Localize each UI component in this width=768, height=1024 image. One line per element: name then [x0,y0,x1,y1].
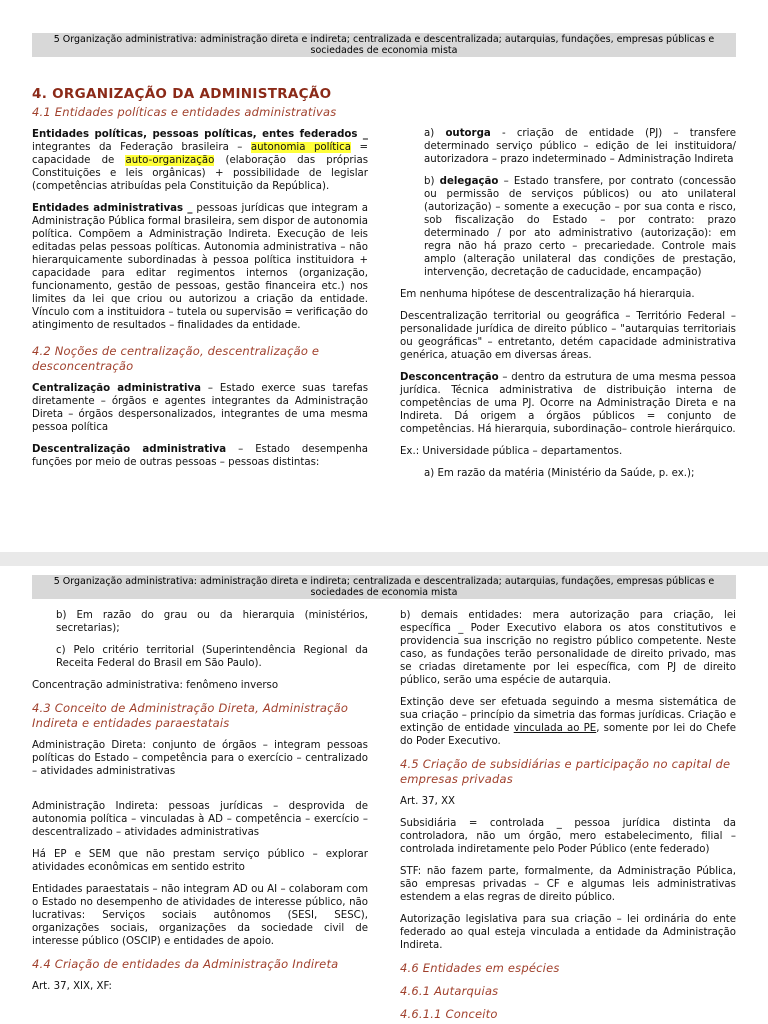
paragraph-outorga: a) outorga - criação de entidade (PJ) – transfere determinado serviço público – edição de lei instituidora/ autorizadora – prazo indeterminado – Administração Indireta [424,128,736,165]
underline-vinculada-pe: vinculada ao PE [513,723,597,734]
paragraph-centralizacao: Centralização administrativa – Estado exerce suas tarefas diretamente – órgãos e agentes integrantes da Administração Direta – órgãos despersonalizados, integrantes de uma mesma pessoa política [32,383,369,433]
highlight-auto-organizacao: auto-organização [125,155,215,166]
section-title: 4. ORGANIZAÇÃO DA ADMINISTRAÇÃO [32,86,332,102]
heading-4-6-1-1: 4.6.1.1 Conceito [400,1007,498,1021]
paragraph-art-37-xix: Art. 37, XIX, XF: [32,981,112,992]
paragraph-entidades-politicas: Entidades políticas, pessoas políticas, entes federados _ integrantes da Federação brasileira – autonomia política = capacidade de auto-organização (elaboração das próprias Constituições e leis orgânicas) + possibilidade de legislar (competências atribuídas pela Constituição da República). [32,129,368,192]
heading-4-5: 4.5 Criação de subsidiárias e participação no capital de empresas privadas [400,757,731,786]
paragraph-materia: a) Em razão da matéria (Ministério da Saúde, p. ex.); [424,468,695,479]
paragraph-exemplo: Ex.: Universidade pública – departamentos. [400,446,623,457]
paragraph-art-37-xx: Art. 37, XX [400,796,456,807]
document-page-2 [0,566,768,1024]
paragraph-delegacao: b) delegação – Estado transfere, por contrato (concessão ou permissão de serviços públicos) ou ato unilateral (autorização) – somente a execução – por sua conta e risco, sob fiscalização do Estado – por contrato: prazo determinado / por ato administrativo (autorização): em regra não há prazo certo – precariedade. Controle mais amplo (alteração unilateral das condições de prestação, intervenção, decretação de caducidade, encampação) [424,176,737,278]
heading-4-3: 4.3 Conceito de Administração Direta, Administração Indireta e entidades paraestatais [32,701,349,730]
paragraph-administracao-direta: Administração Direta: conjunto de órgãos – integram pessoas políticas do Estado – competência para o exercício – centralizado – atividades administrativas [32,740,368,777]
right-column [400,127,736,489]
heading-4-1: 4.1 Entidades políticas e entidades administrativas [32,105,337,119]
paragraph-entidades-administrativas: Entidades administrativas _ pessoas jurídicas que integram a Administração Pública formal brasileira, sem dispor de autonomia política. Compõem a Administração Indireta. Execução de leis editadas pelas pessoas políticas. Autonomia administrativa – não hierarquicamente subordinadas à pessoa política instituidora + capacidade para editar regimentos internos (organização, funcionamento, gestão de pessoas, gestão financeira etc.) nos limites da lei que criou ou autorizou a criação da entidade. Vínculo com a instituidora – tutela ou supervisão = verificação do atingimento de resultados – finalidades da entidade. [32,203,368,331]
paragraph-extincao: Extinção deve ser efetuada seguindo a mesma sistemática de sua criação – princípio da simetria das formas jurídicas. Criação e extinção de entidade vinculada ao PE, somente por lei do Chefe do Poder Executivo. [400,697,736,747]
paragraph-hierarquia: Em nenhuma hipótese de descentralização há hierarquia. [400,289,695,300]
paragraph-demais-entidades: b) demais entidades: mera autorização para criação, lei específica _ Poder Executivo elabora os atos constitutivos e providencia sua inscrição no registro público competente. Neste caso, as fundações terão personalidade de direito privado, mas se criadas diretamente por lei específica, com PJ de direito público, serão uma espécie de autarquia. [400,610,736,686]
paragraph-grau: b) Em razão do grau ou da hierarquia (ministérios, secretarias); [56,610,368,634]
paragraph-administracao-indireta: Administração Indireta: pessoas jurídicas – desprovida de autonomia política – vinculadas à AD – competência – exercício – descentralizado – atividades administrativas [32,801,368,838]
page-header: 5 Organização administrativa: administração direta e indireta; centralizada e descentralizada; autarquias, fundações, empresas públicas e sociedades de economia mista [32,33,736,57]
page-header: 5 Organização administrativa: administração direta e indireta; centralizada e descentralizada; autarquias, fundações, empresas públicas e sociedades de economia mista [32,575,736,599]
paragraph-ep-sem: Há EP e SEM que não prestam serviço público – explorar atividades econômicas em sentido estrito [32,849,368,873]
heading-4-2: 4.2 Noções de centralização, descentralização e desconcentração [32,344,320,373]
left-column [32,609,368,1002]
paragraph-descentralizacao-territorial: Descentralização territorial ou geográfica – Território Federal – personalidade jurídica de direito público – "autarquias territoriais ou geográficas" – entretanto, detém capacidade administrativa genérica, atuação em diversas áreas. [400,311,736,361]
right-column [400,609,736,1024]
paragraph-subsidiaria: Subsidiária = controlada _ pessoa jurídica distinta da controladora, não um órgão, mero estabelecimento, filial – controlada indiretamente pelo Poder Público (ente federado) [400,818,736,855]
heading-4-4: 4.4 Criação de entidades da Administração Indireta [32,957,339,971]
heading-4-6: 4.6 Entidades em espécies [400,961,560,975]
left-column [32,105,368,478]
paragraph-descentralizacao: Descentralização administrativa – Estado desempenha funções por meio de outras pessoas – pessoas distintas: [32,444,368,468]
heading-4-6-1: 4.6.1 Autarquias [400,984,499,998]
paragraph-autorizacao: Autorização legislativa para sua criação – lei ordinária do ente federado ao qual esteja vinculada a entidade da Administração Indireta. [400,914,736,951]
paragraph-paraestatais: Entidades paraestatais – não integram AD ou AI – colaboram com o Estado no desempenho de atividades de interesse público, não lucrativas: Serviços sociais autônomos (SESI, SESC), organizações sociais, organizações da sociedade civil de interesse público (OSCIP) e entidades de apoio. [32,884,368,947]
highlight-autonomia-politica: autonomia política [250,142,351,153]
paragraph-stf: STF: não fazem parte, formalmente, da Administração Pública, são empresas privadas – CF e algumas leis administrativas estendem a elas regras de direito público. [400,866,736,903]
paragraph-concentracao: Concentração administrativa: fenômeno inverso [32,680,279,691]
paragraph-desconcentracao: Desconcentração – dentro da estrutura de uma mesma pessoa jurídica. Técnica administrativa de distribuição interna de competências de uma PJ. Ocorre na Administração Direta e na Indireta. Dá origem a órgãos públicos = conjunto de competências. Há hierarquia, subordinação– controle hierárquico. [400,372,736,435]
paragraph-criterio-territorial: c) Pelo critério territorial (Superintendência Regional da Receita Federal do Brasil em São Paulo). [56,645,368,669]
